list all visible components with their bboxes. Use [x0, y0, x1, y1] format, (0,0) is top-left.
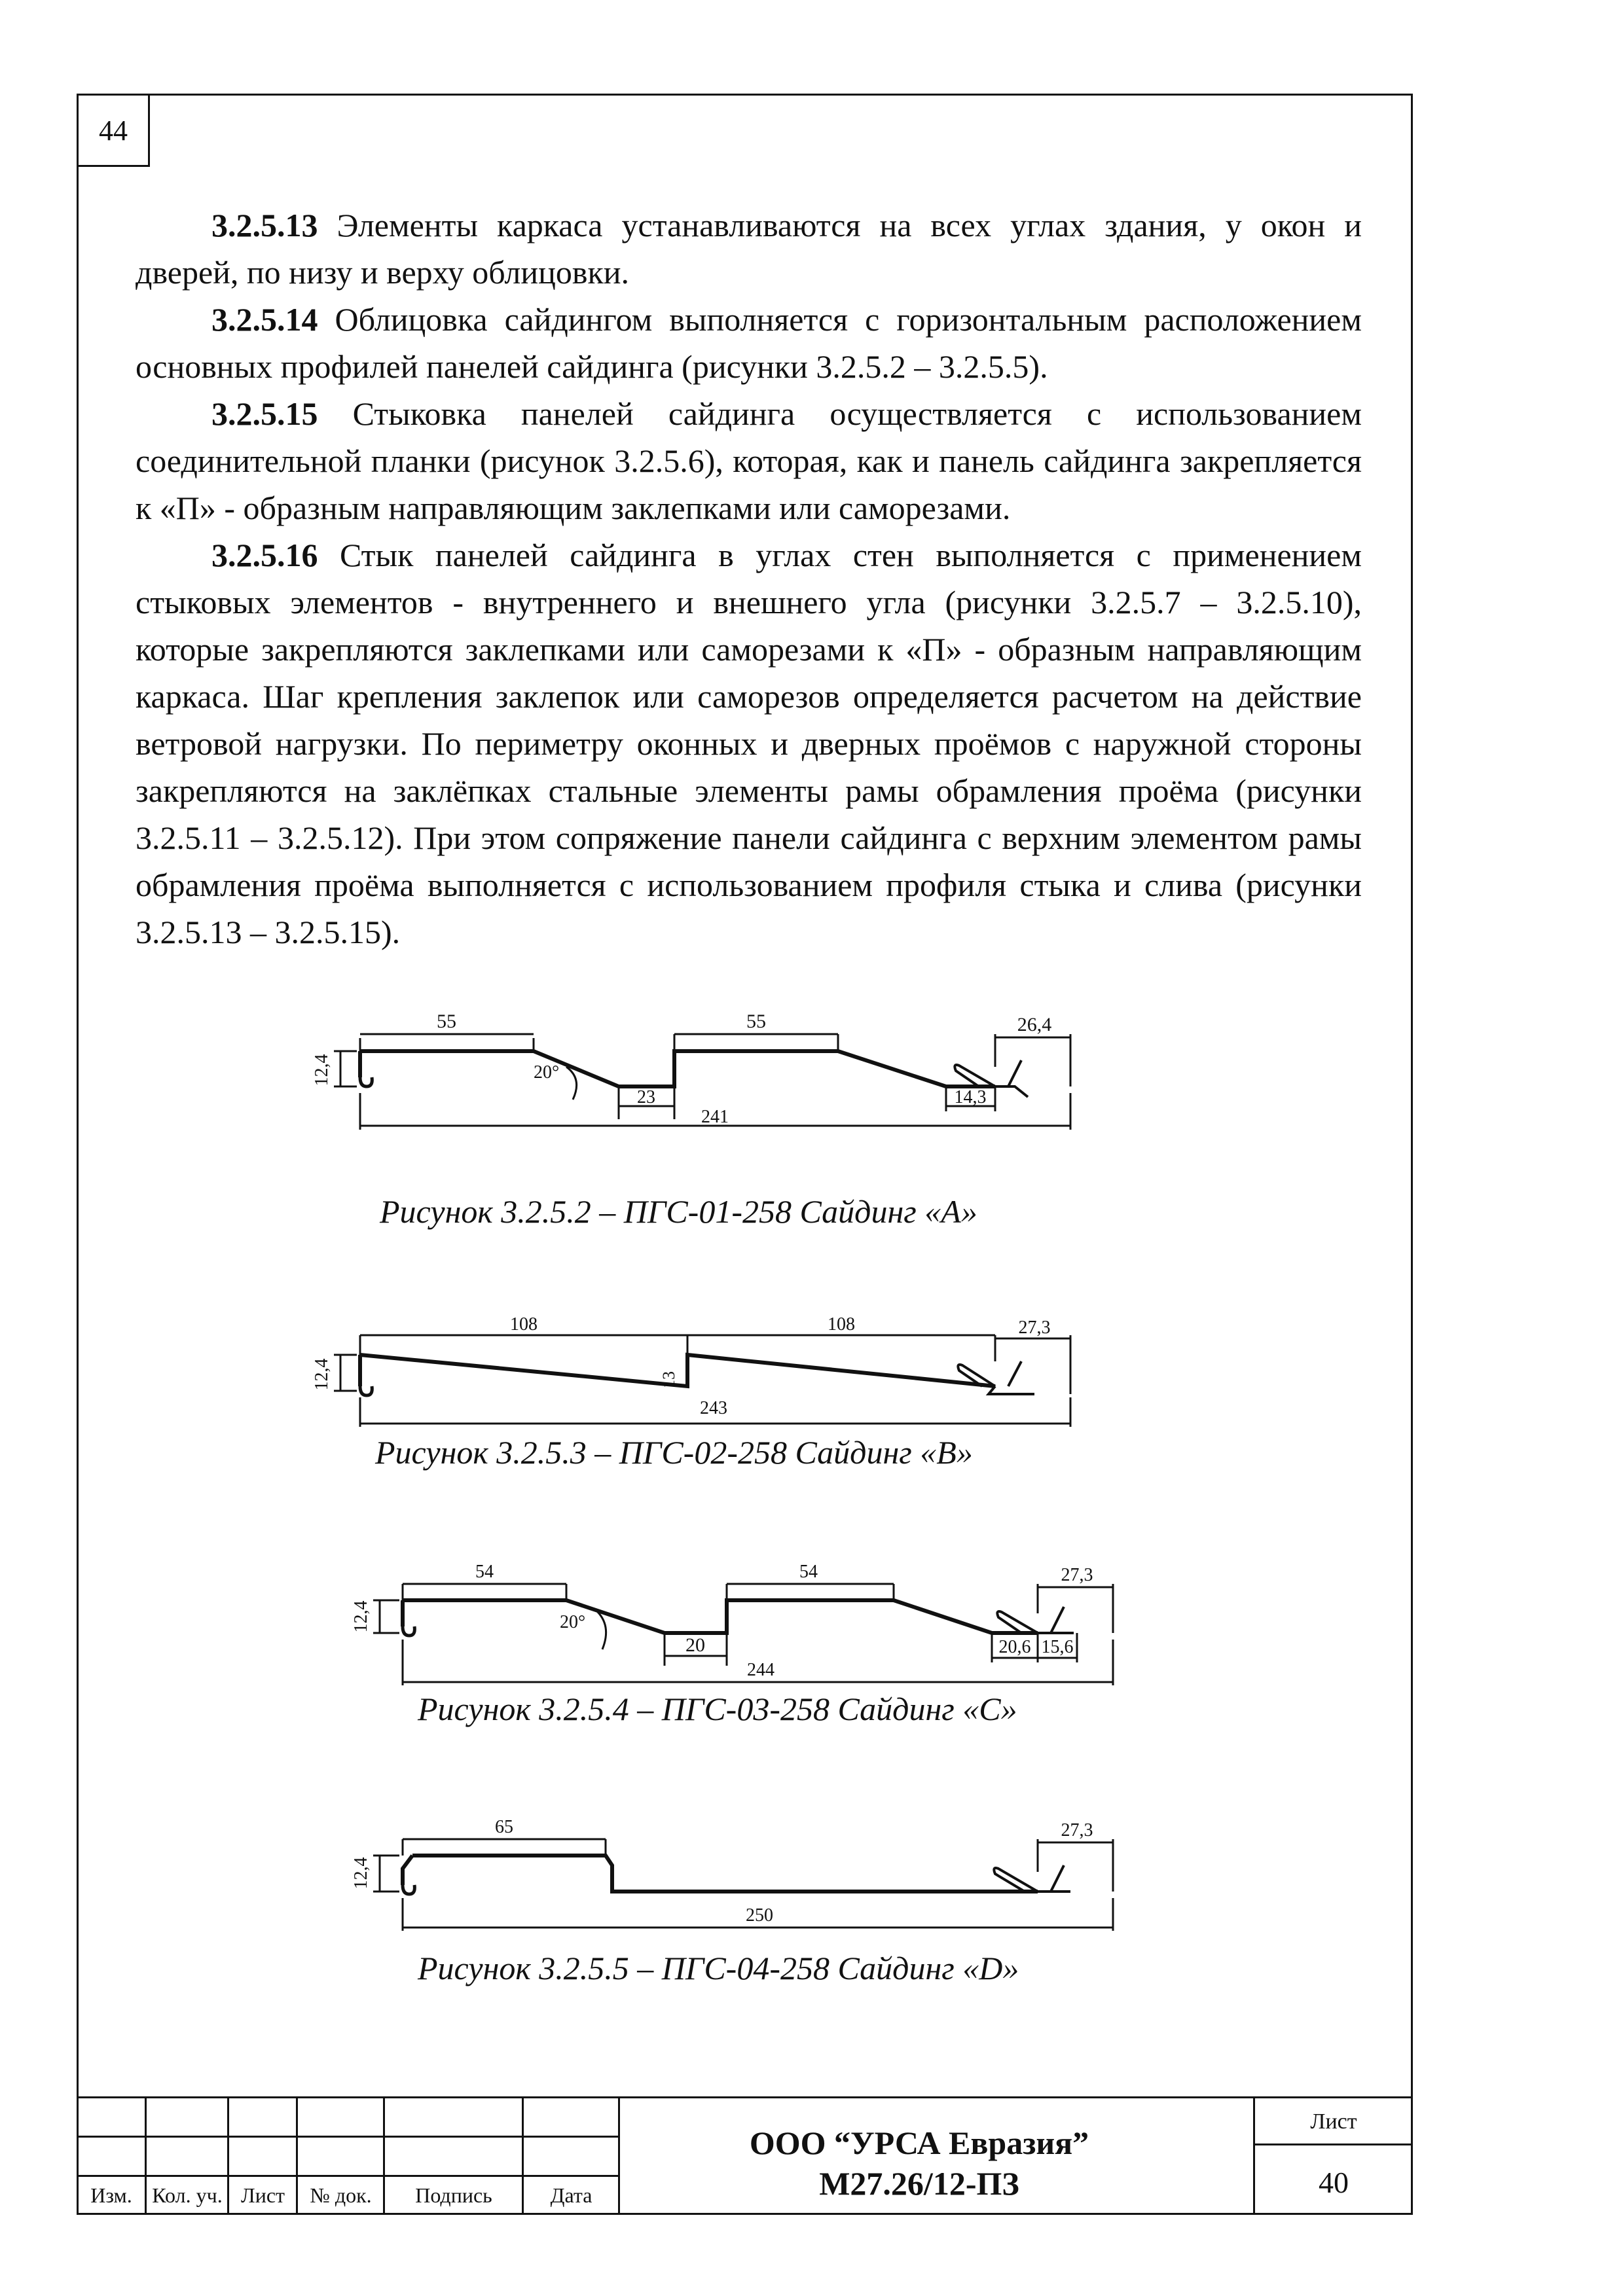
organization-name: ООО “УРСА Евразия” [749, 2125, 1089, 2161]
siding-a-drawing [308, 995, 1093, 1139]
dim-width1: 65 [495, 1817, 513, 1837]
dim-angle: 20° [534, 1062, 560, 1083]
dim-total: 250 [746, 1905, 773, 1926]
clause-number: 3.2.5.14 [211, 301, 318, 338]
col-list: Лист [240, 2183, 285, 2207]
dim-width1: 55 [437, 1011, 456, 1032]
dim-lock: 26,4 [1017, 1014, 1052, 1035]
siding-d-drawing [350, 1800, 1136, 1937]
paragraph [136, 296, 1362, 390]
col-kol-uch: Кол. уч. [152, 2183, 223, 2207]
clause-number: 3.2.5.13 [211, 207, 318, 243]
paragraph [136, 531, 1362, 956]
dim-height: 12,4 [312, 1358, 332, 1391]
dim-total: 241 [701, 1107, 729, 1127]
dim-width1: 54 [475, 1562, 494, 1582]
dim-mid: 13 [659, 1371, 678, 1388]
clause-number: 3.2.5.15 [211, 395, 318, 432]
clause-number: 3.2.5.16 [211, 537, 318, 573]
dim-height: 12,4 [312, 1054, 332, 1086]
col-doc: № док. [310, 2183, 372, 2207]
dim-width2: 54 [799, 1562, 818, 1582]
col-date: Дата [550, 2183, 593, 2207]
page-number: 44 [77, 94, 150, 167]
col-signature: Подпись [415, 2183, 492, 2207]
dim-height: 12,4 [351, 1857, 371, 1890]
col-izm: Изм. [90, 2183, 132, 2207]
sheet-label: Лист [1310, 2109, 1357, 2134]
dim-width1: 108 [510, 1314, 538, 1335]
dim-end1: 20,6 [998, 1637, 1031, 1657]
dim-total: 244 [747, 1660, 775, 1680]
dim-step: 23 [637, 1087, 655, 1107]
figure-caption: Рисунок 3.2.5.4 – ПГС-03-258 Сайдинг «С» [418, 1691, 1017, 1727]
figure-caption: Рисунок 3.2.5.3 – ПГС-02-258 Сайдинг «В» [375, 1434, 973, 1471]
organization-block [618, 2123, 1220, 2204]
sheet-number: 40 [1319, 2166, 1349, 2199]
dim-end2: 15,6 [1041, 1637, 1074, 1657]
paragraph [136, 202, 1362, 296]
paragraph-text: Стыковка панелей сайдинга осуществляется с использованием соединительной планки (рисунок 3.2.5.6), которая, как и панель сайдинга закрепляется к «П» - образным направляющим заклепками или саморезами. [136, 395, 1362, 526]
body-text [136, 202, 1362, 956]
dim-step: 20 [685, 1634, 705, 1656]
document-code: М27.26/12-ПЗ [819, 2165, 1019, 2202]
figure-caption: Рисунок 3.2.5.2 – ПГС-01-258 Сайдинг «А» [380, 1193, 977, 1230]
dim-height: 12,4 [351, 1600, 371, 1633]
dim-angle: 20° [560, 1612, 586, 1632]
paragraph-text: Облицовка сайдингом выполняется с горизонтальным расположением основных профилей панелей сайдинга (рисунки 3.2.5.2 – 3.2.5.5). [136, 301, 1362, 385]
dim-lock: 27,3 [1061, 1565, 1093, 1585]
paragraph-text: Элементы каркаса устанавливаются на всех углах здания, у окон и дверей, по низу и верху облицовки. [136, 207, 1362, 291]
dim-total: 243 [700, 1398, 727, 1418]
paragraph-text: Стык панелей сайдинга в углах стен выполняется с применением стыковых элементов - внутреннего и внешнего угла (рисунки 3.2.5.7 – 3.2.5.10), которые закрепляются заклепками или саморезами к «П» - образным направляющим каркаса. Шаг крепления заклепок или саморезов определяется расчетом на действие ветровой нагрузки. По периметру оконных и дверных проёмов с наружной стороны закрепляются на заклёпках стальные элементы рамы обрамления проёма (рисунки 3.2.5.11 – 3.2.5.12). При этом сопряжение панели сайдинга с верхним элементом рамы обрамления проёма выполняется с использованием профиля стыка и слива (рисунки 3.2.5.13 – 3.2.5.15). [136, 537, 1362, 950]
title-block [77, 2096, 1413, 2215]
dim-lock: 27,3 [1018, 1318, 1051, 1338]
siding-c-drawing [350, 1541, 1136, 1692]
siding-b-drawing [308, 1309, 1093, 1440]
figure-caption: Рисунок 3.2.5.5 – ПГС-04-258 Сайдинг «D» [418, 1950, 1019, 1986]
dim-lock: 27,3 [1061, 1820, 1093, 1840]
dim-width2: 108 [828, 1314, 855, 1335]
paragraph [136, 390, 1362, 531]
dim-width2: 55 [746, 1011, 766, 1032]
dim-end: 14,3 [954, 1087, 987, 1107]
